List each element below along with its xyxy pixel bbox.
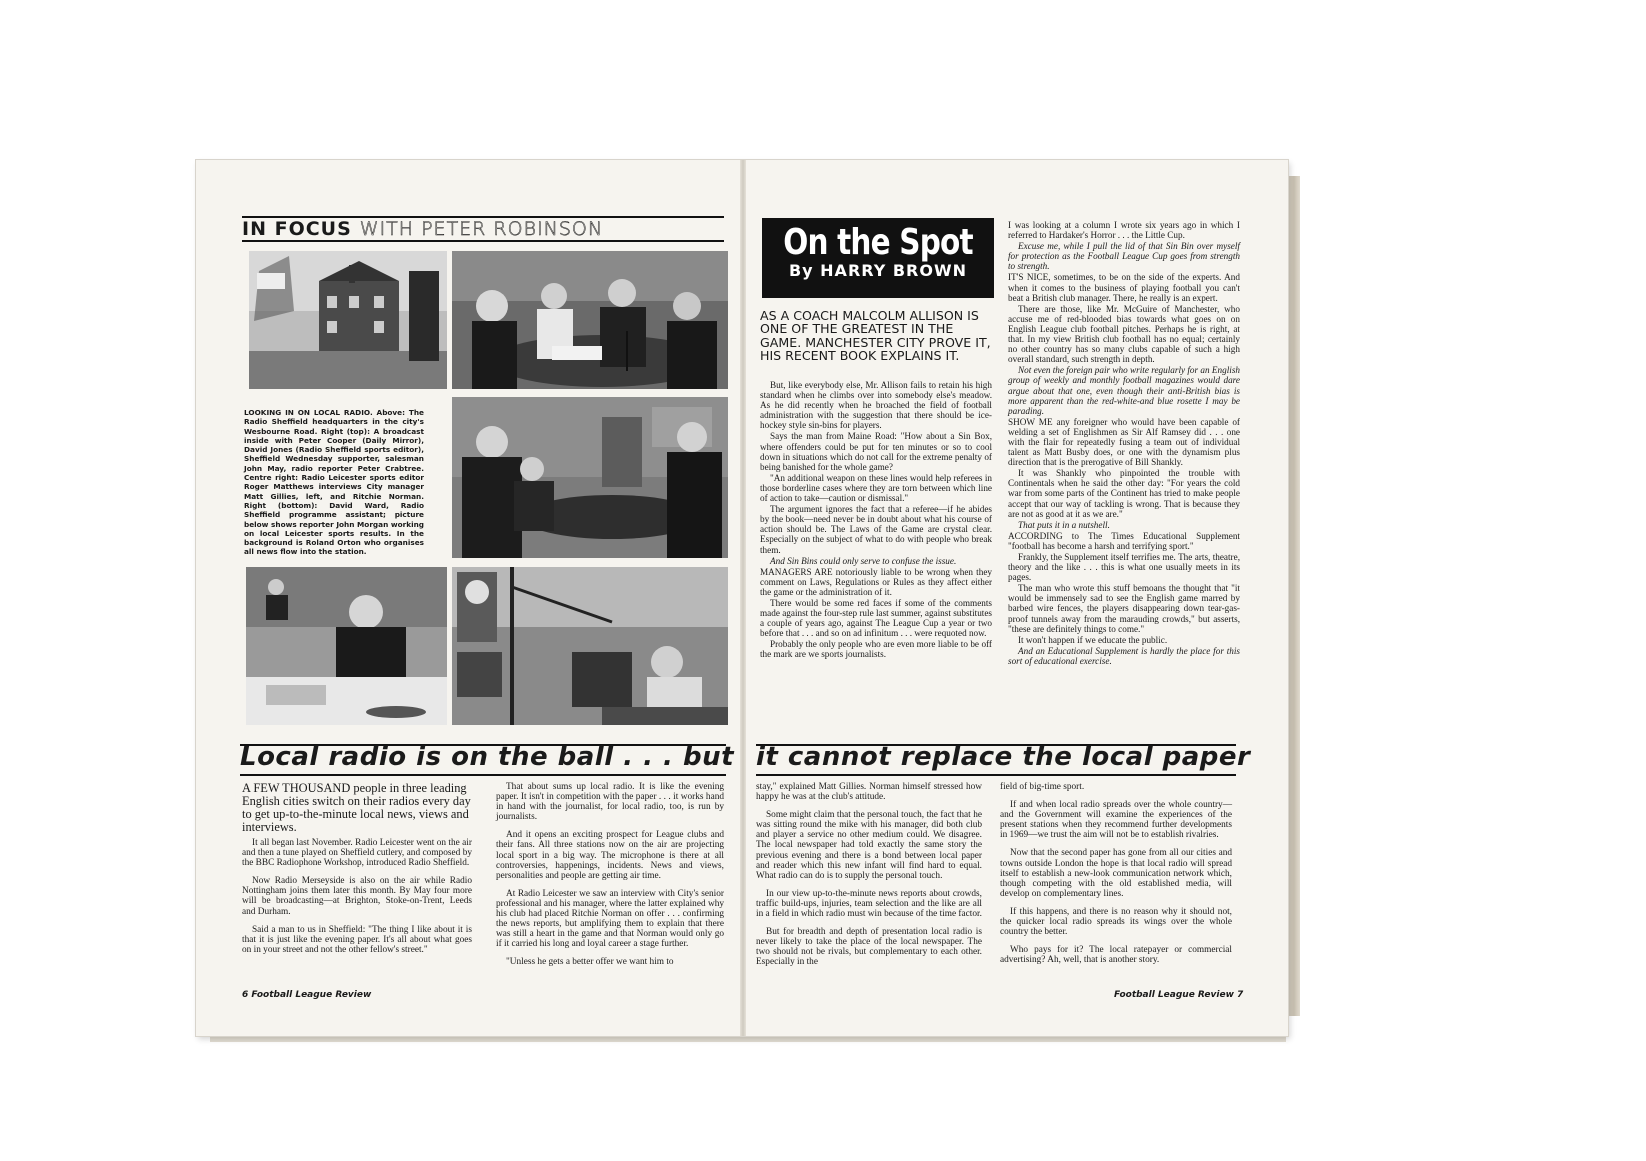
article-c4-p1: field of big-time sport. — [1000, 782, 1085, 792]
spot-column-1 — [760, 380, 992, 661]
article-c1-p2: Now Radio Merseyside is also on the air while Radio Nottingham joins them later this month. By May four more will be broadcasting—at Brighton, Stoke-on-Trent, Leeds and Durham. — [242, 876, 472, 917]
in-focus-banner — [242, 216, 724, 242]
article-c2-p4: "Unless he gets a better offer we want him to — [506, 957, 674, 968]
banner-light: WITH PETER ROBINSON — [359, 218, 604, 240]
headline-left: Local radio is on the ball . . . but — [240, 742, 735, 772]
spot-c1-p8: Probably the only people who are even more liable to be off the mark are we sports journalists. — [760, 639, 992, 660]
photo-radio-leicester-interview — [452, 397, 728, 558]
spot-c2-p11: The man who wrote this stuff bemoans the thought that "it would be immensely sad to see the English game marred by barbed wire fences, the players disappearing down tear-gas-proof tunnels away from the marauding crowds," but asserts, "these are definitely things to come." — [1008, 583, 1240, 634]
article-column-4 — [1000, 782, 1232, 973]
spot-c2-p5: Not even the foreign pair who write regularly for an English group of weekly and monthly football magazines would dare argue about that one, even though their anti-British bias is more apparent than the red-white-and blue rosette I may be parading. — [1008, 365, 1240, 416]
article-column-1 — [242, 838, 472, 963]
headline-rule-left — [240, 774, 726, 776]
article-c2-p1: That about sums up local radio. It is like the evening paper. It isn't in competition with the paper . . . it works hand in hand with the journalist, for local radio, too, is run by journalists. — [496, 782, 724, 823]
article-c3-p3: In our view up-to-the-minute news reports about crowds, traffic build-ups, injuries, team selection and the like are all in a field in which radio must win because of the time factor. — [756, 888, 982, 920]
spot-c2-p1: I was looking at a column I wrote six years ago in which I referred to Hardaker's Horror . . . the Little Cup. — [1008, 220, 1240, 241]
folio-right: Football League Review 7 — [1114, 990, 1244, 1000]
photo-john-morgan-studio — [452, 567, 728, 725]
headline-rule-right — [756, 774, 1236, 776]
article-c4-p2: If and when local radio spreads over the whole country—and the Government will examine the experiences of the present stations when they recommend further developments in 1969—we trust the aim will not be to establish rivalries. — [1000, 800, 1232, 841]
on-the-spot-header — [762, 218, 994, 298]
spot-c2-p9: ACCORDING to The Times Educational Supplement "football has become a harsh and terrifying sport." — [1008, 530, 1240, 551]
spot-column-2 — [1008, 220, 1240, 667]
folio-left: 6 Football League Review — [242, 990, 372, 1000]
spot-c2-p8: That puts it in a nutshell. — [1018, 519, 1110, 530]
article-c4-p3: Now that the second paper has gone from all our cities and towns outside London the hope is that local radio will spread itself to establish a new-look communication network which, though competing with the old established media, will develop on complementary lines. — [1000, 848, 1232, 899]
article-c1-p1: It all began last November. Radio Leicester went on the air and then a tune played on Sheffield cutlery, and composed by the BBC Radiophone Workshop, introduced Radio Sheffield. — [242, 838, 472, 869]
spot-c2-p12: It won't happen if we educate the public. — [1018, 634, 1168, 645]
article-c2-p2: And it opens an exciting prospect for League clubs and their fans. All three stations now on the air are projecting local sport in a big way. The microphone is there at all controversies, happenings, incidents. News and views, personalities and people are getting air time. — [496, 830, 724, 881]
article-column-3 — [756, 782, 982, 976]
page-edge — [1288, 176, 1300, 1016]
spot-byline: By HARRY BROWN — [788, 261, 968, 280]
spot-c1-p4: The argument ignores the fact that a referee—if he abides by the book—need never be in doubt about what his course of action should be. The Laws of the Game are crystal clear. Especially on the subject of what to do with people who break them. — [760, 504, 992, 555]
article-c3-p2: Some might claim that the personal touch, the fact that he was sitting round the mike with his manager, did both club and player a service no other medium could. We disagree. The local newspaper had told exactly the same story the previous evening and there is a bond between local paper and reader which this new infant will find hard to equal. What radio can do is to supply the personal touch. — [756, 810, 982, 881]
photo-david-ward — [246, 567, 447, 725]
article-c4-p5: Who pays for it? The local ratepayer or commercial advertising? Ah, well, that is another story. — [1000, 945, 1232, 966]
photo-radio-sheffield-building — [249, 251, 447, 389]
spot-c2-p2: Excuse me, while I pull the lid of that Sin Bin over myself for protection as the Football League Cup goes from strength to strength. — [1008, 241, 1240, 272]
article-lede: A FEW THOUSAND people in three leading English cities switch on their radios every day to get up-to-the-minute local news, views and interviews. — [242, 781, 471, 834]
spot-c1-p1: But, like everybody else, Mr. Allison fails to retain his high standard when he climbs over into somebody else's meadow. As he did recently when he broached the field of football administration with the suggestion that there should be ice-hockey style sin-bins for players. — [760, 380, 992, 431]
spot-c1-p6: MANAGERS ARE notoriously liable to be wrong when they comment on Laws, Regulations or Rules as they affect either the game or the administration of it. — [760, 566, 992, 597]
spot-c1-p2: Says the man from Maine Road: "How about a Sin Box, where offenders could be put for ten minutes or so to cool down in situations which do not call for the extreme penalty of being banished for the whole game? — [760, 431, 992, 472]
spot-c1-p3: "An additional weapon on these lines would help referees in those borderline cases where they are torn between which line of action to take—caution or dismissal." — [760, 472, 992, 504]
page-edge-bottom — [210, 1036, 1286, 1042]
article-c3-p4: But for breadth and depth of presentation local radio is never likely to take the place of the local newspaper. The two should not be rivals, but complementary to each other. Especially in the — [756, 927, 982, 968]
spot-c2-p6: SHOW ME any foreigner who would have been capable of welding a set of Englishmen as Sir Alf Ramsey did . . . one with the flair for repeatedly fusing a team out of individual talent as Matt Busby does, or one with the dynamism plus direction that is the prerogative of Bill Shankly. — [1008, 416, 1240, 468]
photo-broadcast-studio — [452, 251, 728, 389]
spot-intro: AS A COACH MALCOLM ALLISON IS ONE OF THE GREATEST IN THE GAME. MANCHESTER CITY PROVE IT, HIS RECENT BOOK EXPLAINS IT. — [760, 308, 991, 364]
spot-title: On the Spot — [783, 222, 973, 263]
spot-c2-p10: Frankly, the Supplement itself terrifies me. The arts, theatre, theory and the like . . . this is what one usually meets in its pages. — [1008, 552, 1240, 583]
article-column-2 — [496, 782, 724, 976]
headline-right: it cannot replace the local paper — [756, 742, 1251, 772]
spot-c1-p5: And Sin Bins could only serve to confuse the issue. — [770, 555, 957, 566]
spot-c2-p13: And an Educational Supplement is hardly the place for this sort of educational exercise. — [1008, 645, 1240, 666]
spot-c2-p3: IT'S NICE, sometimes, to be on the side of the experts. And when it comes to the business of playing football you can't beat a British club manager. There, he really is an expert. — [1008, 272, 1240, 303]
photo-caption: LOOKING IN ON LOCAL RADIO. Above: The Radio Sheffield headquarters in the city's Wesbourne Road. Right (top): A broadcast inside with Peter Cooper (Daily Mirror), David Jones (Radio Sheffield sports editor), Sheffield Wednesday supporter, salesman John May, radio reporter Peter Crabtree. Centre right: Radio Leicester sports editor Roger Matthews interviews City manager Matt Gillies, left, and Ritchie Norman. Right (bottom): David Ward, Radio Sheffield programme assistant; picture below shows reporter John Morgan working on local Leicester sports results. In the background is Roland Orton who organises all news flow into the station. — [244, 408, 424, 557]
spot-c1-p7: There would be some red faces if some of the comments made against the four-step rule last summer, against substitutes a couple of years ago, against The League Cup a year or two before that . . . and so on ad infinitum . . . were requoted now. — [760, 597, 992, 639]
banner-bold: IN FOCUS — [242, 218, 352, 240]
article-c1-p3: Said a man to us in Sheffield: "The thing I like about it is that it is just like the evening paper. It's all about what goes on in your street and not the other fellow's street." — [242, 924, 472, 955]
spot-c2-p4: There are those, like Mr. McGuire of Manchester, who accuse me of red-blooded bias towards what goes on on English League club football pitches. Perhaps he is right, at that. In my view British club football has no equal; certainly no other country has so many clubs capable of such a high overall standard, such strength in depth. — [1008, 303, 1240, 365]
article-c4-p4: If this happens, and there is no reason why it should not, the quicker local radio spreads its wings over the whole country the better. — [1000, 906, 1232, 938]
spot-c2-p7: It was Shankly who pinpointed the trouble with Continentals when he said the other day: "For years the cold war from some parts of the Continent has tried to make people accept that our way of tackling is wrong. That is because they are not as good at it as we are." — [1008, 468, 1240, 519]
article-c3-p1: stay," explained Matt Gillies. Norman himself stressed how happy he was at the club's attitude. — [756, 782, 982, 803]
article-c2-p3: At Radio Leicester we saw an interview with City's senior professional and his manager, where the latter explained why his club had placed Ritchie Norman on offer . . . confirming the news reports, but amplifying them to explain that there was still a heart in the game and that Norman would only go if it carried his long and loyal career a stage further. — [496, 888, 724, 950]
